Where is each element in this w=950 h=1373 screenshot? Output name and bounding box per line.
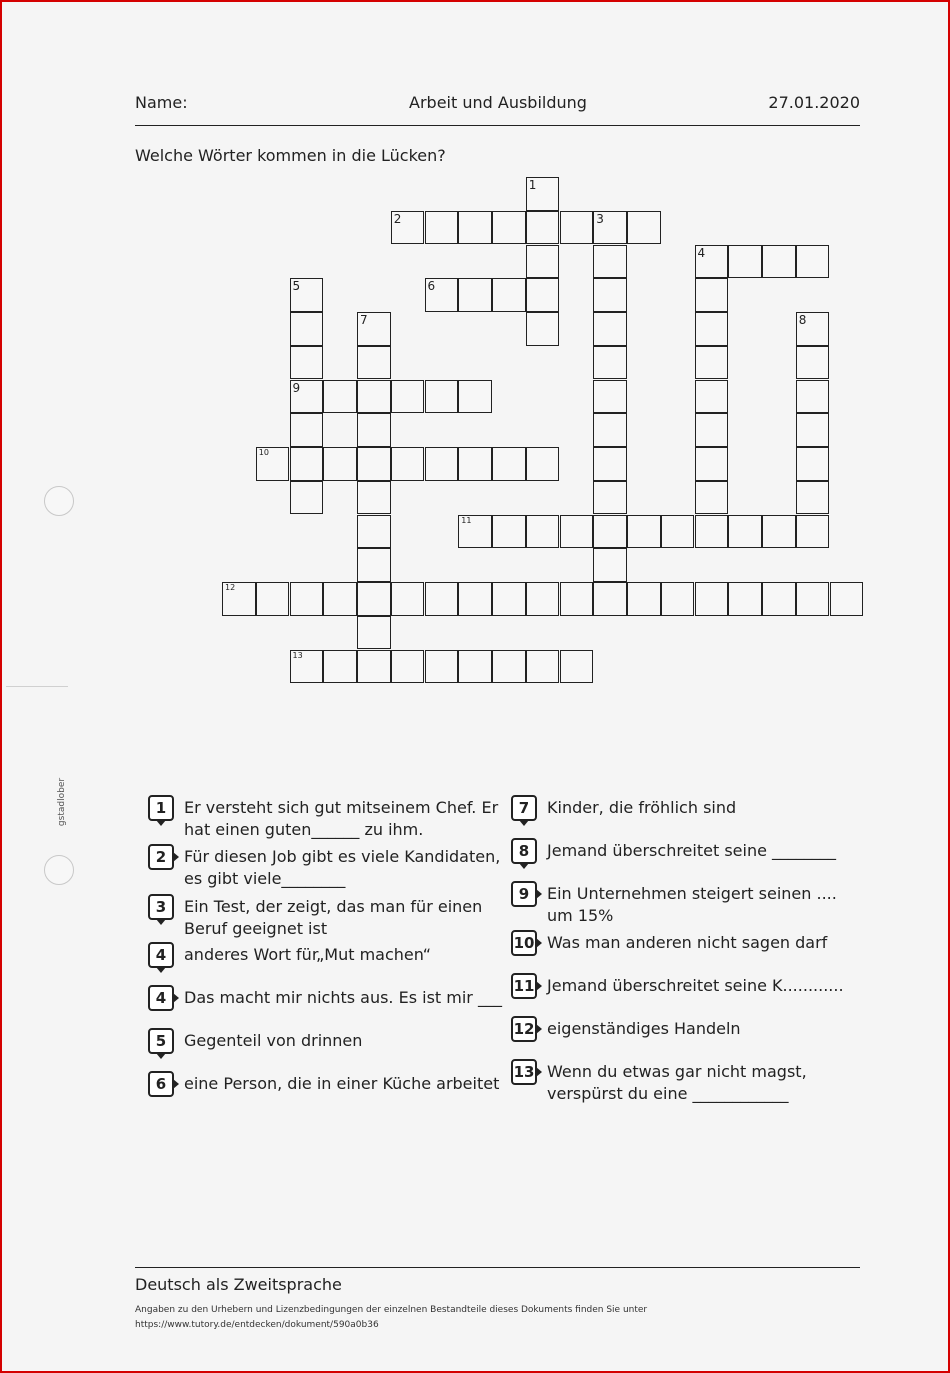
date: 27.01.2020 <box>768 93 860 112</box>
fold-mark <box>6 686 68 687</box>
crossword-cell[interactable] <box>391 380 425 414</box>
clue-number-badge: 13 <box>511 1059 537 1085</box>
clue-number-badge: 6 <box>148 1071 174 1097</box>
crossword-cell[interactable] <box>695 312 729 346</box>
clue-text: Er versteht sich gut mitseinem Chef. Er hat einen guten______ zu ihm. <box>184 798 499 839</box>
crossword-cell[interactable] <box>695 515 729 549</box>
crossword-cell[interactable] <box>323 380 357 414</box>
footer-title: Deutsch als Zweitsprache <box>135 1275 342 1294</box>
crossword-cell[interactable] <box>796 380 830 414</box>
clue-number-badge: 2 <box>148 844 174 870</box>
crossword-cell[interactable] <box>357 380 391 414</box>
crossword-cell[interactable] <box>593 481 627 515</box>
clue-text: Ein Unternehmen steigert seinen .... um 15% <box>547 884 837 925</box>
crossword-cell[interactable] <box>796 515 830 549</box>
clue-text: Jemand überschreitet seine ________ <box>547 841 837 860</box>
crossword-cell[interactable] <box>425 380 459 414</box>
crossword-cell[interactable] <box>323 582 357 616</box>
footer-rule <box>135 1267 860 1268</box>
side-label: gstadlober <box>57 777 67 827</box>
clue-item <box>148 797 503 841</box>
clue-item <box>148 1073 503 1097</box>
crossword-cell[interactable] <box>695 447 729 481</box>
crossword-cell[interactable] <box>593 582 627 616</box>
clue-text: Gegenteil von drinnen <box>184 1031 363 1050</box>
crossword-cell-number: 11 <box>461 515 472 525</box>
crossword-cell[interactable] <box>458 515 492 549</box>
crossword-cell[interactable] <box>593 312 627 346</box>
clue-item <box>148 1030 503 1054</box>
crossword-cell-number: 8 <box>798 313 807 327</box>
crossword-cell[interactable] <box>526 515 560 549</box>
crossword-cell-number: 4 <box>697 245 706 260</box>
crossword-cell[interactable] <box>695 346 729 380</box>
crossword-cell[interactable] <box>357 582 391 616</box>
crossword-cell[interactable] <box>796 312 830 346</box>
crossword-cell-number: 10 <box>258 448 269 457</box>
crossword-cell-number: 1 <box>528 178 537 192</box>
crossword-cell[interactable] <box>526 278 560 312</box>
crossword-cell[interactable] <box>526 312 560 346</box>
footer-license-text: Angaben zu den Urhebern und Lizenzbedingungen der einzelnen Bestandteile dieses Dokuments finden Sie unter <box>135 1305 648 1315</box>
crossword-cell[interactable] <box>458 650 492 684</box>
crossword-cell[interactable] <box>728 582 762 616</box>
crossword-cell-number: 5 <box>292 279 301 294</box>
crossword-cell[interactable] <box>357 515 391 549</box>
crossword-cell[interactable] <box>323 650 357 684</box>
crossword-cell[interactable] <box>290 312 324 346</box>
crossword-cell-number: 7 <box>360 313 368 327</box>
clue-number-badge: 12 <box>511 1016 537 1042</box>
crossword-cell[interactable] <box>458 211 492 245</box>
crossword-cell[interactable] <box>290 346 324 380</box>
crossword-cell[interactable] <box>593 211 627 245</box>
crossword-cell[interactable] <box>256 447 290 481</box>
clue-item <box>148 896 503 940</box>
clue-item <box>511 1061 866 1105</box>
crossword-cell[interactable] <box>425 278 459 312</box>
crossword-cell[interactable] <box>458 447 492 481</box>
clue-item <box>511 797 866 821</box>
clue-number-badge: 7 <box>511 795 537 821</box>
clue-number-badge: 1 <box>148 795 174 821</box>
page-title: Arbeit und Ausbildung <box>409 93 587 112</box>
crossword-cell[interactable] <box>593 245 627 279</box>
crossword-cell[interactable] <box>458 582 492 616</box>
crossword-cell[interactable] <box>762 245 796 279</box>
crossword-cell[interactable] <box>492 515 526 549</box>
crossword-cell-number: 2 <box>393 211 402 226</box>
clue-text: Wenn du etwas gar nicht magst, verspürst du eine ____________ <box>547 1062 807 1103</box>
crossword-cell-number: 9 <box>292 380 301 395</box>
clue-number-badge: 9 <box>511 881 537 907</box>
clue-text: Ein Test, der zeigt, das man für einen Beruf geeignet ist <box>184 897 483 938</box>
clue-item <box>148 944 503 968</box>
crossword-cell[interactable] <box>796 413 830 447</box>
crossword-cell[interactable] <box>458 278 492 312</box>
crossword-cell[interactable] <box>796 481 830 515</box>
crossword-cell[interactable] <box>391 447 425 481</box>
crossword-cell[interactable] <box>290 447 324 481</box>
clue-item <box>148 846 503 890</box>
crossword-cell[interactable] <box>425 582 459 616</box>
crossword-cell[interactable] <box>526 177 560 211</box>
clue-text: eine Person, die in einer Küche arbeitet <box>184 1074 500 1093</box>
crossword-cell[interactable] <box>695 278 729 312</box>
crossword-cell-number: 13 <box>292 650 303 660</box>
crossword-cell[interactable] <box>526 582 560 616</box>
clue-text: eigenständiges Handeln <box>547 1019 741 1038</box>
crossword-cell[interactable] <box>560 515 594 549</box>
crossword-cell[interactable] <box>290 650 324 684</box>
crossword-cell[interactable] <box>695 481 729 515</box>
clue-item <box>148 987 503 1011</box>
clue-text: Was man anderen nicht sagen darf <box>547 933 828 952</box>
clue-text: anderes Wort für„Mut machen“ <box>184 945 431 964</box>
crossword-cell[interactable] <box>695 413 729 447</box>
crossword-cell[interactable] <box>357 481 391 515</box>
crossword-cell[interactable] <box>593 346 627 380</box>
crossword-cell[interactable] <box>391 650 425 684</box>
crossword-cell[interactable] <box>560 211 594 245</box>
crossword-cell[interactable] <box>762 582 796 616</box>
crossword-cell[interactable] <box>560 650 594 684</box>
clue-item <box>511 932 866 956</box>
crossword-cell[interactable] <box>290 582 324 616</box>
crossword-cell[interactable] <box>357 447 391 481</box>
crossword-cell[interactable] <box>796 245 830 279</box>
clue-number-badge: 8 <box>511 838 537 864</box>
header-rule <box>135 125 860 126</box>
crossword-cell[interactable] <box>290 481 324 515</box>
crossword-cell[interactable] <box>695 380 729 414</box>
crossword-cell[interactable] <box>492 582 526 616</box>
crossword-cell[interactable] <box>627 515 661 549</box>
crossword-cell[interactable] <box>290 380 324 414</box>
crossword-cell[interactable] <box>695 582 729 616</box>
crossword-cell[interactable] <box>661 515 695 549</box>
clue-item <box>511 975 866 999</box>
crossword-cell[interactable] <box>391 582 425 616</box>
clue-item <box>511 883 866 927</box>
crossword-cell[interactable] <box>762 515 796 549</box>
crossword-cell[interactable] <box>492 447 526 481</box>
crossword-cell[interactable] <box>593 515 627 549</box>
punch-hole-top <box>44 486 74 516</box>
crossword-cell[interactable] <box>357 346 391 380</box>
crossword-cell[interactable] <box>492 278 526 312</box>
crossword-cell[interactable] <box>593 548 627 582</box>
clue-item <box>511 840 866 864</box>
crossword-cell[interactable] <box>593 447 627 481</box>
crossword-cell[interactable] <box>796 582 830 616</box>
crossword-cell[interactable] <box>526 245 560 279</box>
crossword-cell[interactable] <box>323 447 357 481</box>
clue-number-badge: 11 <box>511 973 537 999</box>
crossword-cell[interactable] <box>627 582 661 616</box>
crossword-cell[interactable] <box>290 278 324 312</box>
crossword-cell[interactable] <box>593 413 627 447</box>
crossword-cell[interactable] <box>357 312 391 346</box>
crossword-cell[interactable] <box>492 211 526 245</box>
crossword-cell[interactable] <box>728 515 762 549</box>
crossword-cell[interactable] <box>290 413 324 447</box>
clue-item <box>511 1018 866 1042</box>
crossword-cell[interactable] <box>830 582 864 616</box>
clue-number-badge: 4 <box>148 985 174 1011</box>
crossword-cell[interactable] <box>526 211 560 245</box>
crossword-cell[interactable] <box>593 380 627 414</box>
clue-text: Für diesen Job gibt es viele Kandidaten, es gibt viele________ <box>184 847 501 888</box>
crossword-cell[interactable] <box>661 582 695 616</box>
crossword-cell[interactable] <box>357 548 391 582</box>
clue-text: Kinder, die fröhlich sind <box>547 798 737 817</box>
crossword-cell[interactable] <box>256 582 290 616</box>
crossword-cell[interactable] <box>627 211 661 245</box>
crossword-cell[interactable] <box>425 447 459 481</box>
crossword-cell[interactable] <box>796 346 830 380</box>
crossword-cell-number: 6 <box>427 279 436 294</box>
crossword-cell[interactable] <box>391 211 425 245</box>
crossword-cell[interactable] <box>492 650 526 684</box>
clue-number-badge: 3 <box>148 894 174 920</box>
punch-hole-bottom <box>44 855 74 885</box>
crossword-cell[interactable] <box>357 616 391 650</box>
instruction: Welche Wörter kommen in die Lücken? <box>135 146 446 165</box>
clue-text: Das macht mir nichts aus. Es ist mir ___ <box>184 988 502 1007</box>
crossword-cell[interactable] <box>728 245 762 279</box>
crossword-cell[interactable] <box>796 447 830 481</box>
clue-text: Jemand überschreitet seine K............ <box>547 976 844 995</box>
crossword-cell[interactable] <box>222 582 256 616</box>
crossword-cell[interactable] <box>526 650 560 684</box>
crossword-cell[interactable] <box>560 582 594 616</box>
crossword-cell[interactable] <box>526 447 560 481</box>
crossword-cell[interactable] <box>357 650 391 684</box>
clue-number-badge: 5 <box>148 1028 174 1054</box>
clue-number-badge: 4 <box>148 942 174 968</box>
crossword-cell-number: 3 <box>596 211 604 226</box>
crossword-cell-number: 12 <box>225 583 236 592</box>
crossword-cell[interactable] <box>695 245 729 279</box>
crossword-cell[interactable] <box>425 211 459 245</box>
crossword-cell[interactable] <box>425 650 459 684</box>
clue-number-badge: 10 <box>511 930 537 956</box>
crossword-cell[interactable] <box>458 380 492 414</box>
name-label: Name: <box>135 93 188 112</box>
crossword-cell[interactable] <box>593 278 627 312</box>
footer-url[interactable]: https://www.tutory.de/entdecken/dokument/590a0b36 <box>135 1320 379 1330</box>
crossword-cell[interactable] <box>357 413 391 447</box>
